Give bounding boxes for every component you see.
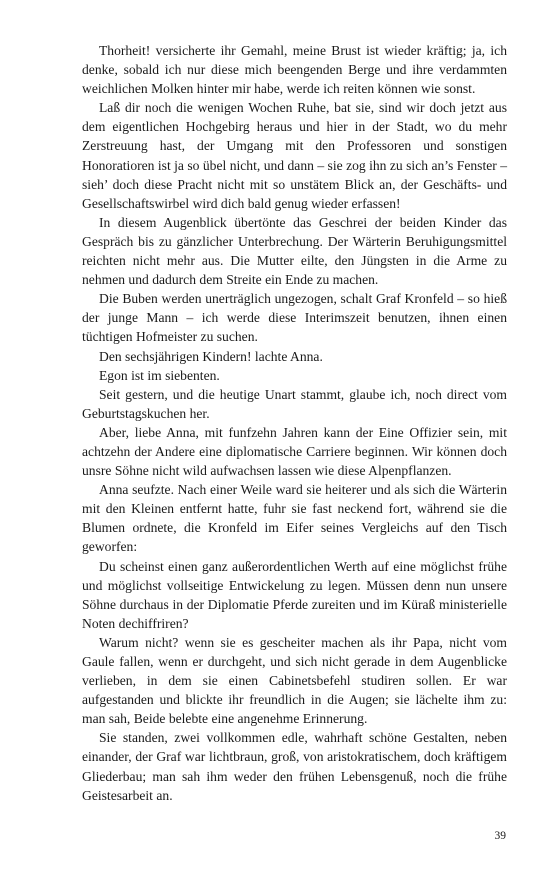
paragraph: Egon ist im siebenten.: [99, 367, 220, 383]
paragraph: Aber, liebe Anna, mit funfzehn Jahren kann der Eine Offizier sein, mit achtzehn der Andere eine diplomatische Carriere beginnen. Wir können doch unsre Söhne nicht wild aufwachsen lassen wie diese Alpenpflanzen.: [82, 424, 507, 479]
page-number: 39: [494, 830, 506, 842]
paragraph: Seit gestern, und die heutige Unart stammt, glaube ich, noch direct vom Geburtstagskuchen her.: [82, 386, 507, 421]
paragraph: Den sechsjährigen Kindern! lachte Anna.: [99, 348, 323, 364]
paragraph: Sie standen, zwei vollkommen edle, wahrhaft schöne Gestalten, neben einander, der Graf war lichtbraun, groß, von aristokratischem, doch kräftigem Gliederbau; man sah ihm weder den frühen Lebensgenuß, noch die frühe Geistesarbeit an.: [82, 730, 507, 803]
paragraph: Laß dir noch die wenigen Wochen Ruhe, bat sie, sind wir doch jetzt aus dem eigentlichen Hochgebirg heraus und hier in der Stadt, wo du mehr Zerstreuung hast, der Umgang mit den Professoren und sonstigen Honoratioren ist ja so übel nicht, und dann – sie zog ihn zu sich an’s Fenster – sieh’ doch diese Pracht nicht mit so unstätem Blick an, der Geschäfts- und Gesellschaftswirbel wird dich bald genug wieder erfassen!: [82, 100, 507, 211]
paragraph: Thorheit! versicherte ihr Gemahl, meine Brust ist wieder kräftig; ja, ich denke, sobald ich nur diese mich beengenden Berge und ihre verdammten weichlichen Molken hinter mir habe, werde ich reiten können wie sonst.: [82, 43, 507, 97]
paragraph: Warum nicht? wenn sie es gescheiter machen als ihr Papa, nicht vom Gaule fallen, wenn er durchgeht, und sich nicht gerade in dem Augenblicke verlieben, in dem sie einen Cabinetsbefehl studiren sollen. Er war aufgestanden und blickte ihr freundlich in die Augen; sie lächelte ihm zu: man sah, Beide belebte eine angenehme Erinnerung.: [82, 634, 507, 727]
paragraph: Du scheinst einen ganz außerordentlichen Werth auf eine möglichst frühe und möglichst vollseitige Entwickelung zu legen. Müssen denn nun unsere Söhne durchaus in der Diplomatie Pferde zureiten und im Küraß ministerielle Noten dechiffriren?: [82, 558, 507, 631]
paragraph: Die Buben werden unerträglich ungezogen, schalt Graf Kronfeld – so hieß der junge Mann – ich werde diese Interimszeit benutzen, ihnen einen tüchtigen Hofmeister zu suchen.: [82, 291, 507, 345]
page-body-text: [82, 41, 507, 805]
paragraph: Anna seufzte. Nach einer Weile ward sie heiterer und als sich die Wärterin mit den Kleinen entfernt hatte, fuhr sie fast neckend fort, während sie die Blumen ordnete, die Kronfeld im Eifer seines Vergleichs auf den Tisch geworfen:: [82, 482, 507, 555]
paragraph: In diesem Augenblick übertönte das Geschrei der beiden Kinder das Gespräch bis zu gänzlicher Unterbrechung. Der Wärterin Beruhigungsmittel reichten nicht mehr aus. Die Mutter eilte, den Jüngsten in die Arme zu nehmen und dadurch dem Streite ein Ende zu machen.: [82, 214, 507, 288]
